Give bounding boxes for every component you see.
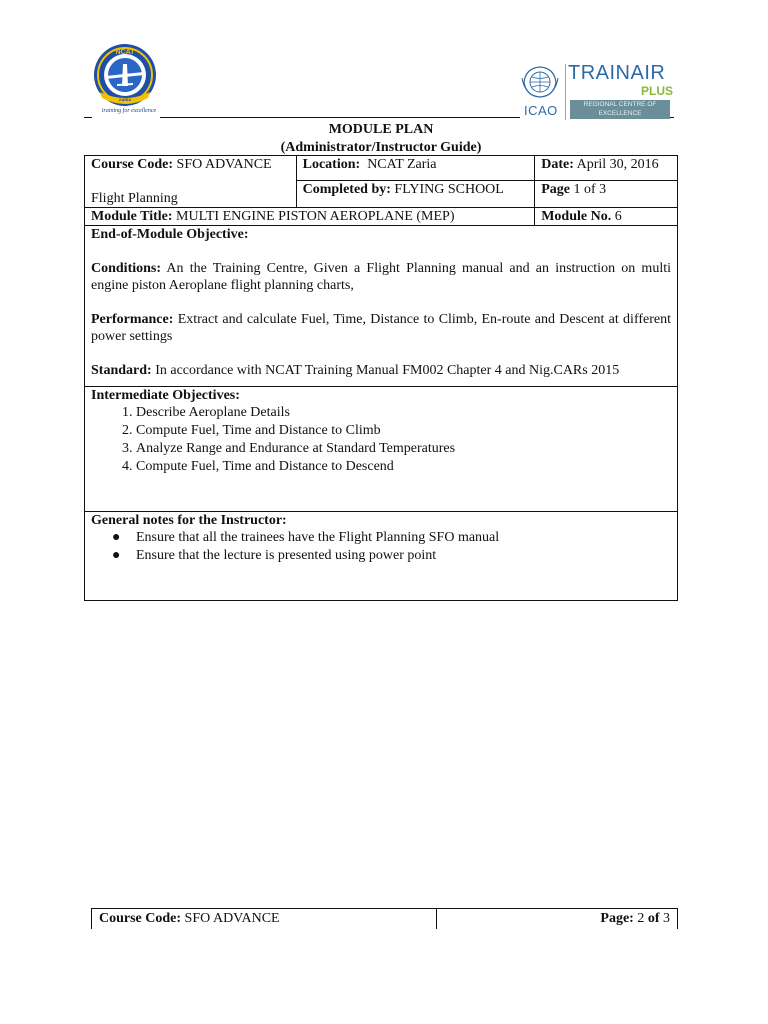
page-value: 1 of 3 bbox=[569, 182, 607, 197]
list-item: 1. Describe Aeroplane Details bbox=[136, 404, 671, 422]
svg-text:ZARIA: ZARIA bbox=[118, 97, 132, 102]
intermediate-objectives-cell bbox=[85, 387, 678, 512]
page-title: MODULE PLAN bbox=[328, 122, 434, 137]
header-rule-left bbox=[84, 117, 92, 118]
location-label: Location: bbox=[302, 157, 361, 172]
page-subtitle: (Administrator/Instructor Guide) bbox=[280, 140, 482, 155]
standard-label: Standard: bbox=[91, 363, 152, 378]
intermediate-heading: Intermediate Objectives: bbox=[91, 388, 240, 403]
module-title-cell bbox=[85, 208, 535, 226]
notes-list bbox=[91, 529, 671, 565]
list-item: 3. Analyze Range and Endurance at Standard Temperatures bbox=[136, 440, 671, 458]
trainair-plus-text: PLUS bbox=[641, 84, 674, 98]
rce-line-1: REGIONAL CENTRE OF bbox=[583, 101, 657, 108]
ncat-tagline: training for excellence bbox=[101, 108, 157, 114]
document-titles bbox=[84, 121, 678, 157]
rce-badge bbox=[570, 100, 670, 119]
course-code-cell bbox=[85, 156, 297, 208]
course-code-label: Course Code: bbox=[91, 157, 174, 172]
table-row bbox=[85, 226, 678, 387]
icao-label: ICAO bbox=[524, 103, 558, 118]
footer-page-current: 2 bbox=[633, 911, 645, 926]
footer-page-label: Page: bbox=[600, 911, 634, 926]
standard-paragraph bbox=[91, 362, 671, 379]
bullet-icon: ● bbox=[112, 530, 121, 545]
footer-page-of: of bbox=[644, 911, 663, 926]
performance-label: Performance: bbox=[91, 312, 174, 327]
date-value: April 30, 2016 bbox=[573, 157, 659, 172]
objective-heading: End-of-Module Objective: bbox=[91, 227, 249, 242]
list-item: 4. Compute Fuel, Time and Distance to Descend bbox=[136, 458, 671, 476]
module-title-label: Module Title: bbox=[91, 209, 173, 224]
conditions-label: Conditions: bbox=[91, 261, 162, 276]
conditions-paragraph bbox=[91, 260, 671, 294]
module-number-value: 6 bbox=[611, 209, 622, 224]
table-row bbox=[85, 512, 678, 601]
footer-page-number bbox=[600, 911, 670, 927]
course-code-value: SFO ADVANCE bbox=[173, 157, 272, 172]
list-item: 2. Compute Fuel, Time and Distance to Climb bbox=[136, 422, 671, 440]
table-row bbox=[85, 156, 678, 181]
notes-item-text: Ensure that the lecture is presented using power point bbox=[136, 548, 437, 563]
footer-course-code-label: Course Code: bbox=[99, 911, 182, 926]
table-row bbox=[85, 208, 678, 226]
instructor-notes-cell bbox=[85, 512, 678, 601]
footer-course-code-value: SFO ADVANCE bbox=[181, 911, 280, 926]
location-cell bbox=[296, 156, 535, 181]
intermediate-list bbox=[91, 404, 671, 476]
svg-text:NCAT: NCAT bbox=[115, 49, 135, 56]
performance-text: Extract and calculate Fuel, Time, Distance to Climb, En-route and Descent at different power settings bbox=[91, 312, 671, 344]
page-label: Page bbox=[541, 182, 570, 197]
standard-text: In accordance with NCAT Training Manual FM002 Chapter 4 and Nig.CARs 2015 bbox=[151, 363, 620, 378]
module-number-cell bbox=[535, 208, 678, 226]
bullet-icon: ● bbox=[112, 548, 121, 563]
icao-emblem-icon bbox=[520, 64, 560, 100]
date-cell bbox=[535, 156, 678, 181]
page-cell bbox=[535, 181, 678, 208]
objective-cell bbox=[85, 226, 678, 387]
header-rule bbox=[160, 117, 520, 118]
notes-heading: General notes for the Instructor: bbox=[91, 513, 287, 528]
performance-paragraph bbox=[91, 311, 671, 345]
footer-course-code bbox=[99, 911, 280, 927]
logo-divider bbox=[565, 64, 566, 120]
location-value: NCAT Zaria bbox=[360, 157, 437, 172]
conditions-text: An the Training Centre, Given a Flight Planning manual and an instruction on multi engine piston Aeroplane flight planning charts, bbox=[91, 261, 671, 293]
footer-page-total: 3 bbox=[663, 911, 670, 926]
date-label: Date: bbox=[541, 157, 574, 172]
list-item bbox=[112, 529, 671, 547]
module-plan-table bbox=[84, 155, 678, 601]
notes-item-text: Ensure that all the trainees have the Flight Planning SFO manual bbox=[136, 530, 500, 545]
module-number-label: Module No. bbox=[541, 209, 612, 224]
completed-by-cell bbox=[296, 181, 535, 208]
ncat-logo-icon bbox=[90, 42, 160, 112]
module-title-value: MULTI ENGINE PISTON AEROPLANE (MEP) bbox=[172, 209, 455, 224]
rce-line-2: EXCELLENCE bbox=[598, 109, 642, 117]
table-row bbox=[85, 387, 678, 512]
header-rule-right bbox=[670, 117, 674, 118]
completed-by-value: FLYING SCHOOL bbox=[390, 182, 504, 197]
trainair-logo-text: TRAINAIR bbox=[568, 62, 666, 84]
page-header bbox=[84, 42, 678, 122]
page-footer bbox=[91, 908, 678, 929]
completed-by-label: Completed by: bbox=[302, 182, 391, 197]
course-subject: Flight Planning bbox=[91, 191, 178, 206]
list-item bbox=[112, 547, 671, 565]
